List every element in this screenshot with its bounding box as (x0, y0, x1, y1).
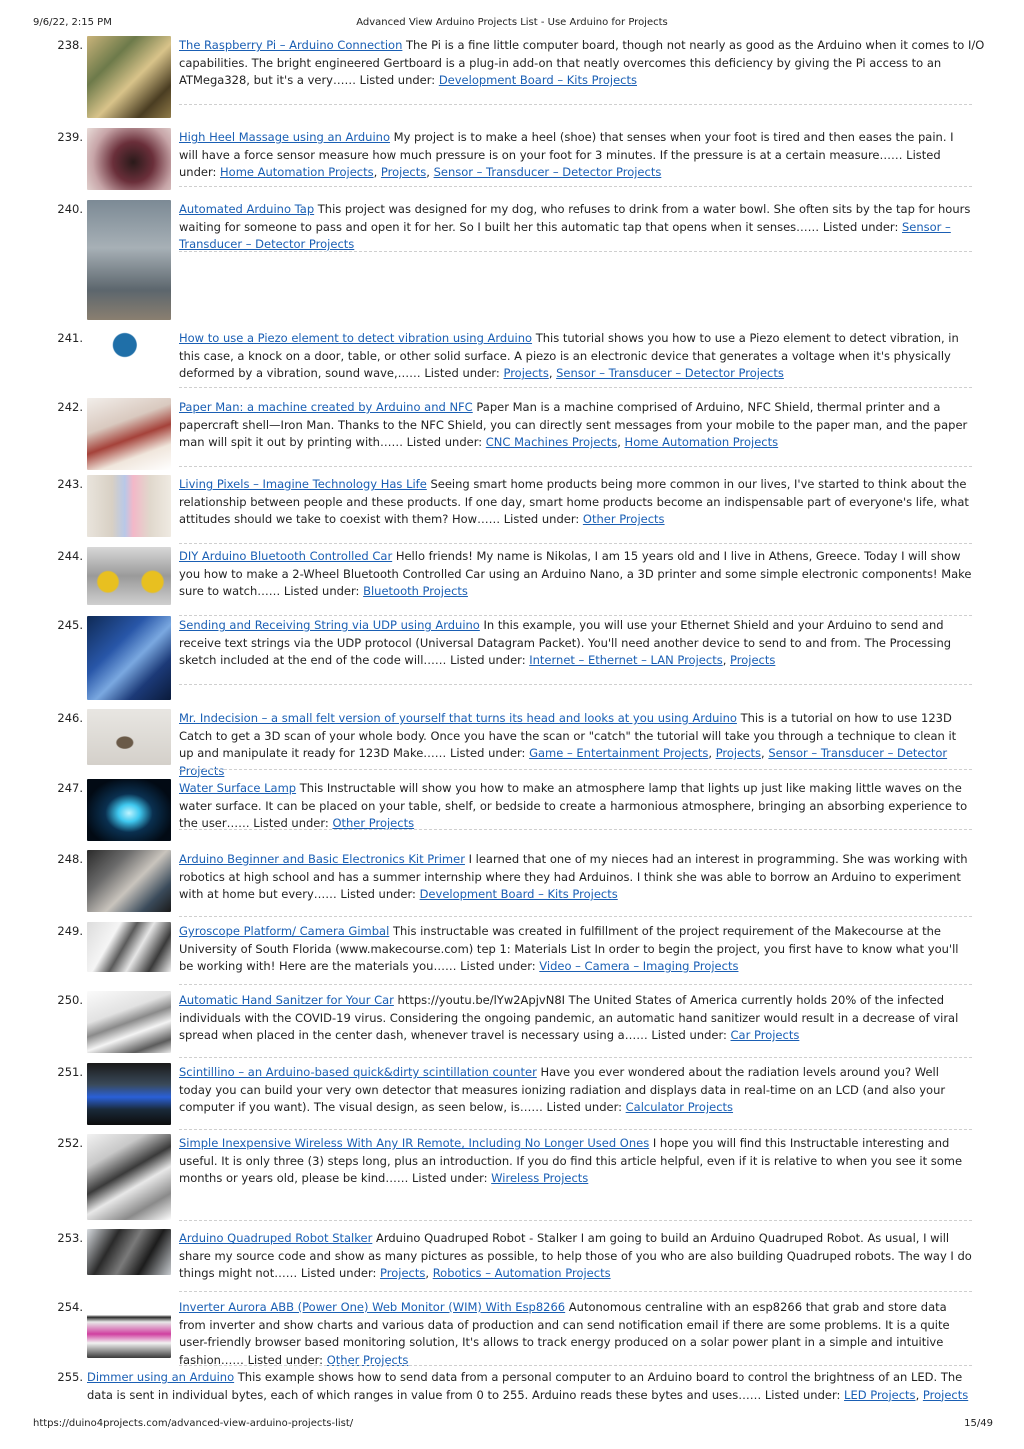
item-text: Paper Man: a machine created by Arduino and NFC Paper Man is a machine comprised of Arduino, NFC Shield, thermal printer and a papercraft shell—Iron Man. Thanks to the NFC Shield, you can directly sent messages from your mobile to the paper man, and the paper man will spit it out by printing with…… Listed under: CNC Machines Projects, Home Automation Projects (179, 400, 968, 449)
item-text (179, 923, 972, 977)
item-separator (179, 1365, 972, 1366)
project-description: This Instructable will show you how to make an atmosphere lamp that lights up just like making little waves on the water surface. It can be placed on your table, shelf, or bedside to create a harmonious atmosphere, bringing an absorbing experience to the user…… (179, 781, 968, 830)
category-link[interactable]: Sensor – Transducer – Detector Projects (433, 165, 662, 179)
category-link[interactable]: Projects (380, 1266, 426, 1280)
project-thumbnail[interactable] (87, 991, 171, 1053)
listed-under-label: Listed under: (651, 1028, 727, 1042)
listed-under-label: Listed under: (460, 959, 536, 973)
project-description: I learned that one of my nieces had an interest in programming. She was working with robotics at high school and has a summer internship where they had Arduinos. I think she was able to borrow an Arduino to experiment with at home but every…… (179, 852, 968, 901)
project-title-link[interactable]: The Raspberry Pi – Arduino Connection (179, 38, 403, 52)
category-link[interactable]: Sensor – Transducer – Detector Projects (556, 366, 784, 380)
listed-under-label: Listed under: (300, 1266, 377, 1280)
project-title-link[interactable]: Dimmer using an Arduino (87, 1370, 235, 1384)
project-thumbnail[interactable] (87, 200, 171, 320)
category-link[interactable]: Car Projects (730, 1028, 800, 1042)
item-separator (179, 1129, 972, 1130)
project-title-link[interactable]: Living Pixels – Imagine Technology Has Life (179, 477, 427, 491)
project-title-link[interactable]: Water Surface Lamp (179, 781, 297, 795)
item-number: 241. (57, 331, 83, 345)
item-text: Arduino Quadruped Robot Stalker Arduino Quadruped Robot - Stalker I am going to build an Arduino Quadruped Robot. As usual, I will share my source code and show as many pictures as possible, to help those of you who are also building Quadruped robots. The way I do things might not…… Listed under: Projects, Robotics – Automation Projects (179, 1231, 972, 1280)
print-url: https://duino4projects.com/advanced-view-arduino-projects-list/ (33, 1418, 354, 1429)
list-item (0, 128, 1024, 192)
project-description: Seeing smart home products being more common in our lives, I've started to think about the relationship between people and these products. If one day, smart home products become an indispensable part of everyone's life, what attitudes should we take to coexist with them? How…… (179, 477, 969, 526)
listed-under-label: Listed under: (822, 219, 899, 234)
list-item (0, 547, 1024, 609)
item-number: 239. (57, 130, 83, 144)
project-title-link[interactable]: High Heel Massage using an Arduino (179, 130, 390, 144)
list-item (0, 616, 1024, 702)
item-separator (179, 1291, 972, 1292)
list-item (0, 475, 1024, 539)
item-separator (179, 251, 972, 252)
item-separator (179, 186, 972, 187)
project-description: Paper Man is a machine comprised of Arduino, NFC Shield, thermal printer and a papercraft shell—Iron Man. Thanks to the NFC Shield, you can directly sent messages from your mobile to the paper man, and the paper man will spit it out by printing with…… (179, 400, 968, 449)
listed-under-label: Listed under: (546, 1100, 622, 1114)
item-separator (179, 769, 972, 770)
item-separator (179, 543, 972, 544)
item-number: 255. (57, 1370, 83, 1384)
item-text (179, 37, 994, 91)
project-description: This example shows how to send data from a personal computer to an Arduino board to control the brightness of an LED. The data is sent in individual bytes, each of which ranges in value from 0 to 255. Arduino reads these bytes and uses…… (87, 1370, 963, 1402)
project-title-link[interactable]: Simple Inexpensive Wireless With Any IR Remote, Including No Longer Used Ones (179, 1136, 650, 1150)
project-thumbnail[interactable] (87, 850, 171, 912)
project-description: In this example, you will use your Ethernet Shield and your Arduino to send and receive text strings via the UDP protocol (Universal Datagram Packet). You'll need another device to send to and from. The Processing sketch included at the end of the code will…… (179, 618, 952, 667)
project-description: My project is to make a heel (shoe) that senses when your foot is tired and then eases the pain. I will have a force sensor measure how much pressure is on your foot for 3 minutes. If the pressure is at a certain measure…… (179, 130, 954, 162)
item-number: 245. (57, 618, 83, 632)
list-item (0, 1134, 1024, 1222)
listed-under-label: Listed under: (503, 512, 580, 526)
item-text: High Heel Massage using an Arduino My project is to make a heel (shoe) that senses when your foot is tired and then eases the pain. I will have a force sensor measure how much pressure is on your foot for 3 minutes. If the pressure is at a certain measure…… Listed under: Home Automation Projects, Projects, Sensor – Transducer – Detector Projects (179, 130, 954, 179)
category-link[interactable]: Wireless Projects (491, 1171, 589, 1185)
project-title-link[interactable]: Automatic Hand Sanitzer for Your Car (179, 993, 394, 1007)
category-link[interactable]: Home Automation Projects (624, 435, 779, 449)
item-text (179, 780, 972, 830)
category-link[interactable]: Sensor – Transducer – Detector Projects (179, 219, 951, 251)
item-text (179, 476, 972, 530)
list-item (0, 1298, 1024, 1367)
project-description: Arduino Quadruped Robot - Stalker I am going to build an Arduino Quadruped Robot. As usual, I will share my source code and show as many pictures as possible, to help those of you who are also building Quadruped robots. The way I do things might not…… (179, 1231, 972, 1280)
listed-under-label: Listed under: (359, 73, 436, 87)
project-thumbnail[interactable] (87, 1298, 171, 1358)
item-text (179, 992, 972, 1046)
project-title-link[interactable]: Automated Arduino Tap (179, 202, 315, 216)
category-link[interactable]: Development Board – Kits Projects (438, 73, 637, 87)
page-number: 15/49 (964, 1418, 993, 1429)
category-link[interactable]: Projects (380, 165, 427, 179)
project-description: This tutorial shows you how to use a Piezo element to detect vibration, in this case, a knock on a door, table, or other solid surface. A piezo is an electronic device that generates a voltage when it's physically deformed by a vibration, sound wave,…… (179, 331, 959, 380)
list-item (0, 922, 1024, 984)
project-title-link[interactable]: Scintillino – an Arduino-based quick&dirty scintillation counter (179, 1065, 537, 1079)
item-separator (179, 984, 972, 985)
project-title-link[interactable]: Arduino Quadruped Robot Stalker (179, 1231, 373, 1245)
category-link[interactable]: Development Board – Kits Projects (419, 887, 618, 901)
project-thumbnail[interactable] (87, 779, 171, 841)
listed-under-label: Listed under: (247, 1352, 324, 1367)
listed-under-label: Listed under: (764, 1387, 841, 1402)
project-title-link[interactable]: Sending and Receiving String via UDP using Arduino (179, 618, 480, 632)
project-description: This is a tutorial on how to use 123D Catch to get a 3D scan of your whole body. Once you have the scan or "catch" the tutorial will take you through a technique to clean it up and manipulate it ready for 123D Make…… (179, 711, 957, 760)
item-text (179, 851, 972, 905)
project-description: Autonomous centraline with an esp8266 that grab and store data from inverter and show charts and various data of production and can send notification email if there are some problems. It is a quite user-friendly browser based monitoring solution, It's allows to track energy produced on a solar power plant in a simple and intuitive fashion…… (179, 1300, 950, 1367)
item-text (179, 1299, 972, 1367)
project-thumbnail[interactable] (87, 1134, 171, 1220)
item-number: 246. (57, 711, 83, 725)
list-item (0, 329, 1024, 391)
item-number: 247. (57, 781, 83, 795)
project-thumbnail[interactable] (87, 616, 171, 700)
listed-under-label: Listed under: (253, 816, 329, 830)
category-link[interactable]: Sensor – Transducer – Detector Projects (179, 746, 948, 778)
item-text (179, 1064, 972, 1118)
project-thumbnail[interactable] (87, 398, 171, 470)
project-title-link[interactable]: Mr. Indecision – a small felt version of yourself that turns its head and looks at you using Arduino (179, 711, 737, 725)
item-number: 252. (57, 1136, 83, 1150)
category-link[interactable]: Robotics – Automation Projects (432, 1266, 611, 1280)
list-item (0, 200, 1024, 324)
item-text: Dimmer using an Arduino This example shows how to send data from a personal computer to an Arduino board to control the brightness of an LED. The data is sent in individual bytes, each of which ranges in value from 0 to 255. Arduino reads these bytes and uses…… Listed under: LED Projects, Projects (87, 1370, 969, 1402)
list-item (0, 779, 1024, 845)
project-title-link[interactable]: Arduino Beginner and Basic Electronics Kit Primer (179, 852, 465, 866)
project-description: This instructable was created in fulfillment of the project requirement of the Makecourse at the University of South Florida (www.makecourse.com) tep 1: Materials List In order to begin the project, you first have to know what you'll be working with! Here are the materials you…… (179, 924, 959, 973)
listed-under-label: Listed under: (340, 887, 416, 901)
item-number: 251. (57, 1065, 83, 1079)
item-separator (179, 1220, 972, 1221)
category-link[interactable]: Projects (730, 653, 776, 667)
project-description: This project was designed for my dog, who refuses to drink from a water bowl. She often sits by the tap for hours waiting for someone to pass and open it for her. So I built her this automatic tap that opens when it senses…… (179, 202, 971, 234)
listed-under-label: Listed under: (449, 746, 526, 760)
item-number: 244. (57, 549, 83, 563)
item-separator (179, 1057, 972, 1058)
item-separator (179, 829, 972, 830)
item-number: 253. (57, 1231, 83, 1245)
listed-under-label: Listed under: (179, 147, 941, 179)
project-description: Hello friends! My name is Nikolas, I am 15 years old and I live in Athens, Greece. Today I will show you how to make a 2-Wheel Bluetooth Controlled Car using an Arduino Nano, a 3D printer and some simple electronic components! Make sure to watch…… (179, 549, 972, 598)
list-item (0, 850, 1024, 914)
print-header (0, 17, 1024, 31)
listed-under-label: Listed under: (406, 435, 483, 449)
category-link[interactable]: LED Projects (844, 1387, 916, 1402)
category-link[interactable]: Home Automation Projects (220, 165, 374, 179)
project-thumbnail[interactable] (87, 1063, 171, 1125)
project-thumbnail[interactable] (87, 922, 171, 972)
category-link[interactable]: Game – Entertainment Projects (529, 746, 709, 760)
item-separator (179, 684, 972, 685)
item-text: Sending and Receiving String via UDP using Arduino In this example, you will use your Ethernet Shield and your Arduino to send and receive text strings via the UDP protocol (Universal Datagram Packet). You'll need another device to send to and from. The Processing sketch included at the end of the code will…… Listed under: Internet – Ethernet – LAN Projects, Projects (179, 618, 952, 667)
item-text (179, 201, 972, 251)
list-item (0, 991, 1024, 1055)
item-text: How to use a Piezo element to detect vibration using Arduino This tutorial shows you how to use a Piezo element to detect vibration, in this case, a knock on a door, table, or other solid surface. A piezo is an electronic device that generates a voltage when it's physically deformed by a vibration, sound wave,…… Listed under: Projects, Sensor – Transducer – Detector Projects (179, 331, 959, 380)
project-thumbnail[interactable] (87, 36, 171, 118)
category-link[interactable]: CNC Machines Projects (485, 435, 618, 449)
listed-under-label: Listed under: (412, 1171, 488, 1185)
category-link[interactable]: Projects (715, 746, 762, 760)
project-thumbnail[interactable] (87, 1229, 171, 1275)
category-link[interactable]: Other Projects (326, 1352, 409, 1367)
list-item (0, 709, 1024, 778)
listed-under-label: Listed under: (450, 653, 526, 667)
category-link[interactable]: Projects (503, 366, 549, 380)
item-number: 238. (57, 38, 83, 52)
print-datetime: 9/6/22, 2:15 PM (33, 17, 112, 28)
category-link[interactable]: Projects (922, 1387, 969, 1402)
category-link[interactable]: Calculator Projects (625, 1100, 734, 1114)
project-thumbnail[interactable] (87, 475, 171, 537)
project-description: https://youtu.be/lYw2ApjvN8I The United States of America currently holds 20% of the infected individuals with the COVID-19 virus. Considering the ongoing pandemic, an automatic hand sanitizer would result in a decrease of viral spread when placed in the center dash, whenever travel is necessary using a…… (179, 993, 959, 1042)
item-number: 240. (57, 202, 83, 216)
project-description: I hope you will find this Instructable interesting and useful. It is only three (3) steps long, plus an introduction. If you do find this article helpful, even if it is relative to when you see it some months or years old, please be kind…… (179, 1136, 963, 1185)
category-link[interactable]: Other Projects (332, 816, 415, 830)
item-number: 249. (57, 924, 83, 938)
project-thumbnail[interactable] (87, 709, 171, 765)
list-item (0, 1229, 1024, 1293)
item-number: 243. (57, 477, 83, 491)
item-text: Mr. Indecision – a small felt version of yourself that turns its head and looks at you using Arduino This is a tutorial on how to use 123D Catch to get a 3D scan of your whole body. Once you have the scan or "catch" the tutorial will take you through a technique to clean it up and manipulate it ready for 123D Make…… Listed under: Game – Entertainment Projects, Projects, Sensor – Transducer – Detector Projects (179, 711, 957, 778)
project-description: The Pi is a fine little computer board, though not nearly as good as the Arduino when it comes to I/O capabilities. The bright engineered Gertboard is a plug-in add-on that neatly overcomes this deficiency by giving the Pi access to an ATMega328, but it's a very…… (179, 38, 985, 87)
project-description: Have you ever wondered about the radiation levels around you? Well today you can build your very own detector that measures ionizing radiation and displays data in real-time on an LCD (and also your computer if you want). The visual design, as seen below, is…… (179, 1065, 946, 1114)
project-title-link[interactable]: DIY Arduino Bluetooth Controlled Car (179, 549, 393, 563)
item-number: 248. (57, 852, 83, 866)
project-thumbnail[interactable] (87, 547, 171, 605)
item-number: 254. (57, 1300, 83, 1314)
project-title-link[interactable]: Gyroscope Platform/ Camera Gimbal (179, 924, 390, 938)
item-number: 242. (57, 400, 83, 414)
category-link[interactable]: Video – Camera – Imaging Projects (539, 959, 739, 973)
item-separator (179, 104, 972, 105)
project-title-link[interactable]: Paper Man: a machine created by Arduino and NFC (179, 400, 473, 414)
print-page-title: Advanced View Arduino Projects List - Use Arduino for Projects (356, 17, 668, 28)
item-number: 250. (57, 993, 83, 1007)
list-item (0, 398, 1024, 464)
item-separator (179, 387, 972, 388)
project-title-link[interactable]: How to use a Piezo element to detect vibration using Arduino (179, 331, 533, 345)
item-text (179, 548, 972, 602)
list-item (0, 36, 1024, 120)
item-separator (179, 466, 972, 467)
category-link[interactable]: Other Projects (582, 512, 665, 526)
print-footer (0, 1418, 1024, 1432)
item-separator (179, 916, 972, 917)
project-title-link[interactable]: Inverter Aurora ABB (Power One) Web Monitor (WIM) With Esp8266 (179, 1300, 566, 1314)
listed-under-label: Listed under: (424, 366, 500, 380)
category-link[interactable]: Internet – Ethernet – LAN Projects (529, 653, 723, 667)
list-item (0, 1368, 1024, 1408)
category-link[interactable]: Bluetooth Projects (363, 584, 468, 598)
project-thumbnail[interactable] (87, 329, 171, 369)
project-thumbnail[interactable] (87, 128, 171, 190)
item-text (179, 1135, 972, 1189)
list-item (0, 1063, 1024, 1127)
listed-under-label: Listed under: (283, 584, 360, 598)
